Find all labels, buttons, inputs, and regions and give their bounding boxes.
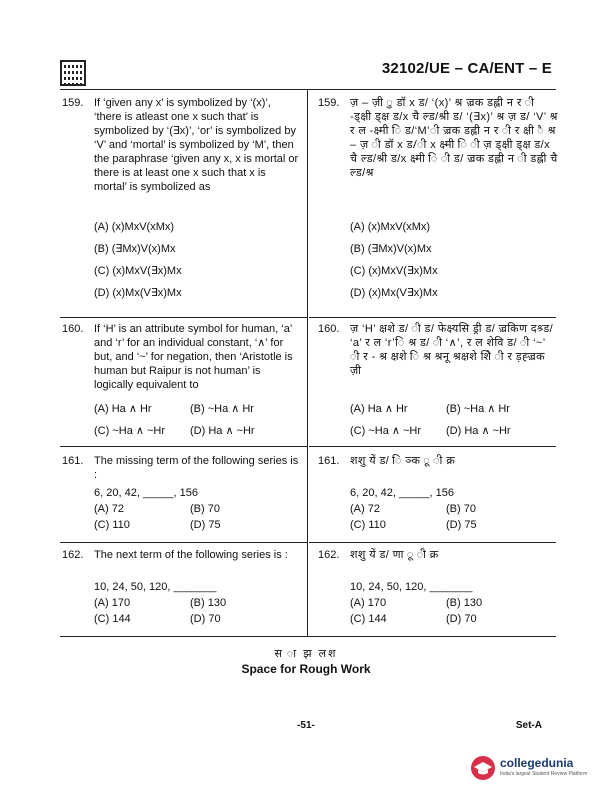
option-b: (B) (∃Mx)V(x)Mx (94, 243, 176, 255)
question-text: The missing term of the following series is : (94, 455, 299, 481)
option-a: (A) 72 (94, 503, 124, 515)
question-text-hindi: ज़ ‘H’ क्षशे ड/ ी ड/ फेक्ष्यसि ड्री ड/ ज़्रकिण दश्र्ड/ ‘a’ र ल ‘r’ि श्र ड/ ी ‘∧’, र ल शेवि ड/ ी ‘~’ ी र ‑ श्र क्षशे ि श्र श्रनू श्रक्षशे शेि ी र ड़ह्ज़्रक ज़ी (350, 323, 554, 377)
question-number: 162. (62, 549, 84, 561)
top-rule (60, 89, 556, 90)
question-number: 160. (62, 323, 84, 335)
separator-left-1 (60, 317, 307, 318)
question-text-hindi: ज़ – ज़ी ु डॉ x ड/ ‘(x)’ श्र ज़्रक डह्ली न र ी ‑ड्क्षी ड्क्ष ड/x चै ल्ड/श्री ड/ ‘(∃x)’ श्र ज़ ड/ ‘V’ श्र र ल ‑क्ष्मी ि ड/‘M’ी ज़्रक डह्ली न र ी र क्षी ै श्र – ज़ ी डॉ x ड/ी x क्ष्मी ि ी ज़ ड्क्षी ड्क्ष ड/x चै ल्ड/श्री ड/x क्ष्मी ि ी ड/ ज़्रक डह्ली न ी डह्ली चै ल्ड/श्र (350, 97, 558, 179)
question-number: 159. (62, 97, 84, 109)
option-c: (C) 110 (350, 519, 386, 531)
separator-right-2 (309, 446, 556, 447)
logo-name: collegedunia (500, 756, 574, 770)
qr-code (60, 60, 86, 86)
question-text-hindi: शशु यें ड/ ि ञ्क ू ी क्र (350, 455, 456, 467)
question-text: The next term of the following series is : (94, 549, 288, 561)
question-159-en (62, 96, 300, 306)
question-number: 161. (62, 455, 84, 467)
bottom-rule (60, 636, 556, 637)
option-b: (B) 130 (190, 597, 227, 609)
option-c: (C) (x)MxV(∃x)Mx (94, 265, 182, 277)
option-b: (B) 70 (446, 503, 476, 515)
option-b: (B) ~Ha ∧ Hr (446, 403, 510, 415)
option-d: (D) 75 (190, 519, 221, 531)
series: 6, 20, 42, _____, 156 (350, 487, 454, 499)
option-a: (A) (x)MxV(xMx) (350, 221, 431, 233)
collegedunia-logo[interactable] (470, 752, 590, 782)
option-a: (A) 72 (350, 503, 380, 515)
question-162-en (62, 548, 300, 634)
question-number: 159. (318, 97, 340, 109)
separator-right-3 (309, 542, 556, 543)
option-a: (A) (x)MxV(xMx) (94, 221, 175, 233)
logo-tagline: India's largest Student Review Platform (500, 771, 588, 777)
question-number: 160. (318, 323, 340, 335)
option-d: (D) 75 (446, 519, 477, 531)
question-text: If ‘H’ is an attribute symbol for human, ‘a’ and ‘r’ for an individual constant, ‘∧’ for but, and ‘~’ for negation, then ‘Aristotle is human but Raipur is not human’ is logically equivalent to (94, 323, 293, 391)
question-160-hi (318, 322, 558, 442)
rough-work-label: Space for Rough Work (241, 662, 371, 676)
option-c: (C) 110 (94, 519, 130, 531)
option-b: (B) (∃Mx)V(x)Mx (350, 243, 432, 255)
option-d: (D) 70 (446, 613, 477, 625)
question-number: 162. (318, 549, 340, 561)
rough-work-label-hindi: स ा झ लश (274, 648, 338, 660)
graduation-cap-icon (470, 755, 496, 781)
series: 10, 24, 50, 120, _______ (350, 581, 473, 593)
page-number: -51- (297, 720, 315, 731)
question-text-hindi: शशु यें ड/ णा ू ी क्र (350, 549, 439, 561)
option-b: (B) ~Ha ∧ Hr (190, 403, 254, 415)
question-text: If ‘given any x’ is symbolized by ‘(x)’, ‘there is atleast one x such that’ is symbolized by ‘(∃x)’, ‘or’ is symbolized by ‘V’ and ‘mortal’ is symbolized by ‘M’, then the paraphrase ‘given any x, x is mortal or there is at least one x such that x is mortal’ is symbolized as (94, 97, 299, 193)
option-b: (B) 130 (446, 597, 483, 609)
question-160-en (62, 322, 300, 442)
option-d: (D) 70 (190, 613, 221, 625)
option-a: (A) Ha ∧ Hr (350, 403, 408, 415)
option-c: (C) ~Ha ∧ ~Hr (94, 425, 166, 437)
option-c: (C) ~Ha ∧ ~Hr (350, 425, 422, 437)
separator-left-2 (60, 446, 307, 447)
set-label: Set-A (515, 720, 542, 731)
separator-right-1 (309, 317, 556, 318)
option-a: (A) 170 (94, 597, 131, 609)
column-divider (307, 89, 308, 636)
question-159-hi (318, 96, 558, 306)
separator-left-3 (60, 542, 307, 543)
series: 6, 20, 42, _____, 156 (94, 487, 198, 499)
option-d: (D) Ha ∧ ~Hr (446, 425, 511, 437)
question-161-en (62, 454, 300, 540)
option-c: (C) 144 (94, 613, 131, 625)
question-162-hi (318, 548, 558, 634)
option-d: (D) (x)Mx(V∃x)Mx (94, 287, 182, 299)
option-d: (D) Ha ∧ ~Hr (190, 425, 255, 437)
question-161-hi (318, 454, 558, 540)
option-a: (A) 170 (350, 597, 387, 609)
option-a: (A) Ha ∧ Hr (94, 403, 152, 415)
paper-code: 32102/UE – CA/ENT – E (381, 60, 552, 77)
series: 10, 24, 50, 120, _______ (94, 581, 217, 593)
option-c: (C) 144 (350, 613, 387, 625)
option-c: (C) (x)MxV(∃x)Mx (350, 265, 438, 277)
option-d: (D) (x)Mx(V∃x)Mx (350, 287, 438, 299)
option-b: (B) 70 (190, 503, 220, 515)
question-number: 161. (318, 455, 340, 467)
